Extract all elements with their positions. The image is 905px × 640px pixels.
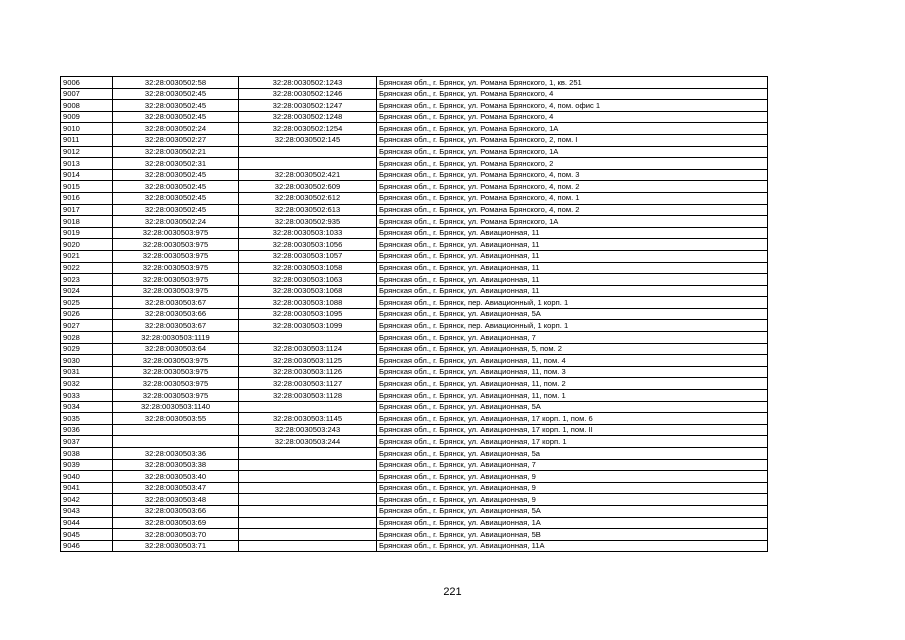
table-row: [61, 204, 768, 216]
row-number-cell: 9022: [61, 262, 113, 274]
cadastre-number-cell: 32:28:0030502:612: [239, 192, 377, 204]
table-row: [61, 158, 768, 170]
quarter-number-cell: 32:28:0030502:21: [113, 146, 239, 158]
row-number-cell: 9044: [61, 517, 113, 529]
cadastre-number-cell: 32:28:0030503:1145: [239, 413, 377, 425]
quarter-number-cell: 32:28:0030503:69: [113, 517, 239, 529]
cadastre-number-cell: 32:28:0030503:1056: [239, 239, 377, 251]
quarter-number-cell: 32:28:0030503:975: [113, 239, 239, 251]
cadastre-number-cell: 32:28:0030503:1058: [239, 262, 377, 274]
address-cell: Брянская обл., г. Брянск, ул. Романа Брянского, 1А: [377, 146, 768, 158]
address-cell: Брянская обл., г. Брянск, ул. Авиационная, 17 корп. 1, пом. 6: [377, 413, 768, 425]
row-number-cell: 9037: [61, 436, 113, 448]
cadastre-number-cell: [239, 146, 377, 158]
row-number-cell: 9018: [61, 216, 113, 228]
quarter-number-cell: 32:28:0030503:47: [113, 482, 239, 494]
table-row: [61, 88, 768, 100]
cadastre-number-cell: [239, 494, 377, 506]
row-number-cell: 9041: [61, 482, 113, 494]
table-row: [61, 459, 768, 471]
cadastre-number-cell: [239, 529, 377, 541]
row-number-cell: 9045: [61, 529, 113, 541]
row-number-cell: 9009: [61, 111, 113, 123]
address-cell: Брянская обл., г. Брянск, ул. Авиационная, 9: [377, 494, 768, 506]
quarter-number-cell: 32:28:0030503:975: [113, 227, 239, 239]
quarter-number-cell: 32:28:0030503:38: [113, 459, 239, 471]
address-cell: Брянская обл., г. Брянск, ул. Романа Брянского, 4, пом. 3: [377, 169, 768, 181]
row-number-cell: 9030: [61, 355, 113, 367]
table-row: [61, 216, 768, 228]
table-row: [61, 239, 768, 251]
cadastre-number-cell: 32:28:0030503:1068: [239, 285, 377, 297]
cadastre-table: [60, 76, 768, 552]
address-cell: Брянская обл., г. Брянск, ул. Авиационная, 7: [377, 332, 768, 344]
quarter-number-cell: 32:28:0030503:66: [113, 505, 239, 517]
row-number-cell: 9026: [61, 308, 113, 320]
table-row: [61, 494, 768, 506]
table-row: [61, 308, 768, 320]
cadastre-number-cell: 32:28:0030502:1248: [239, 111, 377, 123]
page-number: 221: [443, 586, 462, 598]
address-cell: Брянская обл., г. Брянск, ул. Авиационная, 17 корп. 1: [377, 436, 768, 448]
address-cell: Брянская обл., г. Брянск, пер. Авиационный, 1 корп. 1: [377, 320, 768, 332]
quarter-number-cell: 32:28:0030502:24: [113, 123, 239, 135]
quarter-number-cell: 32:28:0030503:40: [113, 471, 239, 483]
address-cell: Брянская обл., г. Брянск, ул. Авиационная, 5А: [377, 505, 768, 517]
cadastre-number-cell: 32:28:0030502:613: [239, 204, 377, 216]
table-row: [61, 123, 768, 135]
row-number-cell: 9040: [61, 471, 113, 483]
quarter-number-cell: 32:28:0030502:45: [113, 88, 239, 100]
table-row: [61, 297, 768, 309]
table-row: [61, 332, 768, 344]
quarter-number-cell: 32:28:0030502:45: [113, 169, 239, 181]
cadastre-number-cell: 32:28:0030502:421: [239, 169, 377, 181]
table-row: [61, 181, 768, 193]
table-row: [61, 227, 768, 239]
address-cell: Брянская обл., г. Брянск, ул. Романа Брянского, 4, пом. 2: [377, 181, 768, 193]
address-cell: Брянская обл., г. Брянск, ул. Авиационная, 9: [377, 471, 768, 483]
quarter-number-cell: 32:28:0030502:27: [113, 134, 239, 146]
address-cell: Брянская обл., г. Брянск, ул. Авиационная, 11: [377, 285, 768, 297]
address-cell: Брянская обл., г. Брянск, ул. Романа Брянского, 1А: [377, 123, 768, 135]
table-row: [61, 424, 768, 436]
row-number-cell: 9006: [61, 77, 113, 89]
address-cell: Брянская обл., г. Брянск, ул. Авиационная, 17 корп. 1, пом. II: [377, 424, 768, 436]
row-number-cell: 9039: [61, 459, 113, 471]
row-number-cell: 9014: [61, 169, 113, 181]
table-row: [61, 146, 768, 158]
row-number-cell: 9029: [61, 343, 113, 355]
address-cell: Брянская обл., г. Брянск, ул. Романа Брянского, 4, пом. офис 1: [377, 100, 768, 112]
row-number-cell: 9016: [61, 192, 113, 204]
quarter-number-cell: 32:28:0030502:45: [113, 192, 239, 204]
cadastre-number-cell: 32:28:0030503:1127: [239, 378, 377, 390]
cadastre-number-cell: 32:28:0030503:1124: [239, 343, 377, 355]
row-number-cell: 9023: [61, 274, 113, 286]
address-cell: Брянская обл., г. Брянск, ул. Романа Брянского, 4: [377, 88, 768, 100]
quarter-number-cell: 32:28:0030503:975: [113, 262, 239, 274]
row-number-cell: 9012: [61, 146, 113, 158]
table-row: [61, 250, 768, 262]
quarter-number-cell: 32:28:0030503:975: [113, 285, 239, 297]
cadastre-number-cell: 32:28:0030502:1247: [239, 100, 377, 112]
table-row: [61, 529, 768, 541]
quarter-number-cell: 32:28:0030503:48: [113, 494, 239, 506]
address-cell: Брянская обл., г. Брянск, ул. Романа Брянского, 2: [377, 158, 768, 170]
row-number-cell: 9043: [61, 505, 113, 517]
address-cell: Брянская обл., г. Брянск, ул. Авиационная, 11: [377, 227, 768, 239]
cadastre-number-cell: 32:28:0030502:935: [239, 216, 377, 228]
row-number-cell: 9013: [61, 158, 113, 170]
cadastre-number-cell: 32:28:0030503:1057: [239, 250, 377, 262]
table-row: [61, 262, 768, 274]
address-cell: Брянская обл., г. Брянск, ул. Авиационная, 5В: [377, 529, 768, 541]
address-cell: Брянская обл., г. Брянск, ул. Авиационная, 11, пом. 4: [377, 355, 768, 367]
row-number-cell: 9008: [61, 100, 113, 112]
table-row: [61, 355, 768, 367]
row-number-cell: 9031: [61, 366, 113, 378]
table-row: [61, 274, 768, 286]
row-number-cell: 9015: [61, 181, 113, 193]
row-number-cell: 9010: [61, 123, 113, 135]
quarter-number-cell: 32:28:0030502:31: [113, 158, 239, 170]
quarter-number-cell: 32:28:0030502:45: [113, 181, 239, 193]
row-number-cell: 9017: [61, 204, 113, 216]
quarter-number-cell: 32:28:0030502:45: [113, 111, 239, 123]
table-row: [61, 134, 768, 146]
quarter-number-cell: 32:28:0030503:1119: [113, 332, 239, 344]
table-row: [61, 285, 768, 297]
address-cell: Брянская обл., г. Брянск, ул. Авиационная, 9: [377, 482, 768, 494]
cadastre-number-cell: [239, 332, 377, 344]
row-number-cell: 9007: [61, 88, 113, 100]
row-number-cell: 9011: [61, 134, 113, 146]
table-row: [61, 343, 768, 355]
cadastre-number-cell: 32:28:0030503:1095: [239, 308, 377, 320]
cadastre-number-cell: 32:28:0030503:1125: [239, 355, 377, 367]
table-row: [61, 517, 768, 529]
address-cell: Брянская обл., г. Брянск, ул. Авиационная, 1А: [377, 517, 768, 529]
address-cell: Брянская обл., г. Брянск, ул. Романа Брянского, 4, пом. 2: [377, 204, 768, 216]
cadastre-number-cell: 32:28:0030503:1128: [239, 390, 377, 402]
cadastre-number-cell: [239, 505, 377, 517]
table-row: [61, 505, 768, 517]
cadastre-number-cell: 32:28:0030502:1246: [239, 88, 377, 100]
table-row: [61, 320, 768, 332]
table-row: [61, 471, 768, 483]
address-cell: Брянская обл., г. Брянск, ул. Авиационная, 5А: [377, 401, 768, 413]
table-row: [61, 100, 768, 112]
row-number-cell: 9024: [61, 285, 113, 297]
row-number-cell: 9032: [61, 378, 113, 390]
cadastre-number-cell: 32:28:0030502:1254: [239, 123, 377, 135]
quarter-number-cell: 32:28:0030503:975: [113, 355, 239, 367]
row-number-cell: 9035: [61, 413, 113, 425]
table-row: [61, 448, 768, 460]
quarter-number-cell: 32:28:0030503:66: [113, 308, 239, 320]
table-row: [61, 436, 768, 448]
address-cell: Брянская обл., г. Брянск, ул. Авиационная, 5А: [377, 308, 768, 320]
row-number-cell: 9036: [61, 424, 113, 436]
address-cell: Брянская обл., г. Брянск, ул. Романа Брянского, 4, пом. 1: [377, 192, 768, 204]
address-cell: Брянская обл., г. Брянск, ул. Авиационная, 11, пом. 3: [377, 366, 768, 378]
cadastre-number-cell: 32:28:0030502:1243: [239, 77, 377, 89]
quarter-number-cell: 32:28:0030503:55: [113, 413, 239, 425]
row-number-cell: 9019: [61, 227, 113, 239]
cadastre-number-cell: 32:28:0030503:1033: [239, 227, 377, 239]
cadastre-number-cell: 32:28:0030503:1126: [239, 366, 377, 378]
cadastre-number-cell: [239, 448, 377, 460]
table-row: [61, 482, 768, 494]
row-number-cell: 9025: [61, 297, 113, 309]
table-row: [61, 169, 768, 181]
quarter-number-cell: 32:28:0030503:975: [113, 250, 239, 262]
table-row: [61, 413, 768, 425]
table-row: [61, 540, 768, 552]
table-row: [61, 192, 768, 204]
cadastre-number-cell: 32:28:0030503:244: [239, 436, 377, 448]
quarter-number-cell: 32:28:0030503:1140: [113, 401, 239, 413]
quarter-number-cell: 32:28:0030503:71: [113, 540, 239, 552]
address-cell: Брянская обл., г. Брянск, ул. Романа Брянского, 1А: [377, 216, 768, 228]
cadastre-number-cell: 32:28:0030502:145: [239, 134, 377, 146]
address-cell: Брянская обл., г. Брянск, ул. Романа Брянского, 4: [377, 111, 768, 123]
quarter-number-cell: 32:28:0030502:45: [113, 100, 239, 112]
quarter-number-cell: 32:28:0030502:45: [113, 204, 239, 216]
quarter-number-cell: 32:28:0030503:67: [113, 320, 239, 332]
cadastre-number-cell: 32:28:0030503:1088: [239, 297, 377, 309]
quarter-number-cell: 32:28:0030503:36: [113, 448, 239, 460]
quarter-number-cell: 32:28:0030503:975: [113, 274, 239, 286]
cadastre-number-cell: 32:28:0030503:1063: [239, 274, 377, 286]
cadastre-number-cell: [239, 517, 377, 529]
cadastre-table-body: [61, 77, 768, 552]
address-cell: Брянская обл., г. Брянск, ул. Авиационная, 11: [377, 239, 768, 251]
address-cell: Брянская обл., г. Брянск, ул. Романа Брянского, 1, кв. 251: [377, 77, 768, 89]
table-row: [61, 77, 768, 89]
cadastre-number-cell: [239, 401, 377, 413]
cadastre-number-cell: 32:28:0030503:1099: [239, 320, 377, 332]
cadastre-number-cell: [239, 482, 377, 494]
address-cell: Брянская обл., г. Брянск, пер. Авиационный, 1 корп. 1: [377, 297, 768, 309]
address-cell: Брянская обл., г. Брянск, ул. Авиационная, 5а: [377, 448, 768, 460]
address-cell: Брянская обл., г. Брянск, ул. Авиационная, 11: [377, 274, 768, 286]
table-row: [61, 390, 768, 402]
address-cell: Брянская обл., г. Брянск, ул. Авиационная, 11: [377, 262, 768, 274]
address-cell: Брянская обл., г. Брянск, ул. Авиационная, 5, пом. 2: [377, 343, 768, 355]
row-number-cell: 9021: [61, 250, 113, 262]
quarter-number-cell: 32:28:0030503:70: [113, 529, 239, 541]
cadastre-number-cell: 32:28:0030502:609: [239, 181, 377, 193]
row-number-cell: 9038: [61, 448, 113, 460]
address-cell: Брянская обл., г. Брянск, ул. Авиационная, 11А: [377, 540, 768, 552]
row-number-cell: 9034: [61, 401, 113, 413]
quarter-number-cell: 32:28:0030502:58: [113, 77, 239, 89]
quarter-number-cell: 32:28:0030503:975: [113, 390, 239, 402]
cadastre-number-cell: [239, 471, 377, 483]
quarter-number-cell: 32:28:0030503:975: [113, 366, 239, 378]
table-row: [61, 401, 768, 413]
quarter-number-cell: 32:28:0030502:24: [113, 216, 239, 228]
table-row: [61, 378, 768, 390]
quarter-number-cell: [113, 436, 239, 448]
row-number-cell: 9020: [61, 239, 113, 251]
address-cell: Брянская обл., г. Брянск, ул. Авиационная, 7: [377, 459, 768, 471]
row-number-cell: 9028: [61, 332, 113, 344]
address-cell: Брянская обл., г. Брянск, ул. Романа Брянского, 2, пом. I: [377, 134, 768, 146]
quarter-number-cell: 32:28:0030503:67: [113, 297, 239, 309]
row-number-cell: 9042: [61, 494, 113, 506]
cadastre-number-cell: [239, 540, 377, 552]
quarter-number-cell: [113, 424, 239, 436]
address-cell: Брянская обл., г. Брянск, ул. Авиационная, 11, пом. 1: [377, 390, 768, 402]
quarter-number-cell: 32:28:0030503:64: [113, 343, 239, 355]
cadastre-number-cell: [239, 459, 377, 471]
table-row: [61, 366, 768, 378]
quarter-number-cell: 32:28:0030503:975: [113, 378, 239, 390]
row-number-cell: 9033: [61, 390, 113, 402]
address-cell: Брянская обл., г. Брянск, ул. Авиационная, 11: [377, 250, 768, 262]
address-cell: Брянская обл., г. Брянск, ул. Авиационная, 11, пом. 2: [377, 378, 768, 390]
cadastre-number-cell: 32:28:0030503:243: [239, 424, 377, 436]
row-number-cell: 9046: [61, 540, 113, 552]
cadastre-number-cell: [239, 158, 377, 170]
table-row: [61, 111, 768, 123]
row-number-cell: 9027: [61, 320, 113, 332]
